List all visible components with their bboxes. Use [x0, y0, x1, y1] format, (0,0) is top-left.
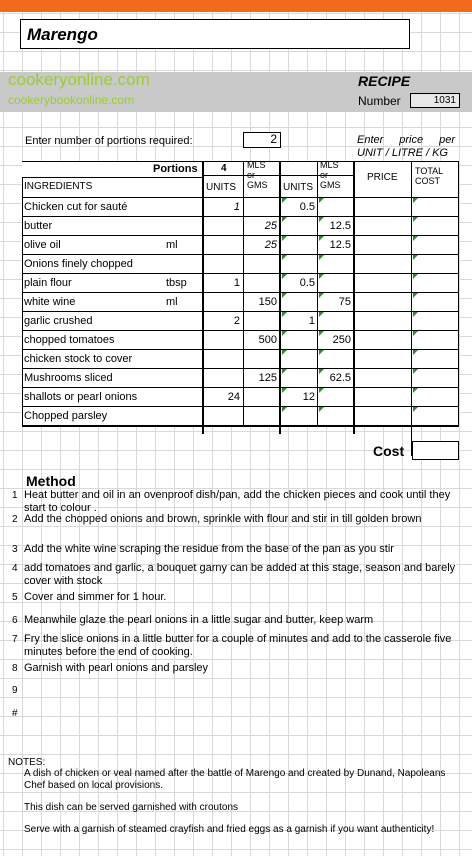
ingredient-name[interactable]: butter: [24, 220, 53, 232]
row-divider: [22, 330, 459, 331]
brand-primary[interactable]: cookeryonline.com: [8, 70, 150, 89]
units-scaled-value: 12: [302, 391, 315, 403]
top-accent-bar: [0, 0, 472, 12]
col-divider: [22, 177, 23, 426]
step-number: #: [12, 708, 18, 719]
units-scaled-marker: [282, 217, 287, 222]
total-cost-marker: [413, 312, 418, 317]
row-divider: [22, 254, 459, 255]
recipe-label: RECIPE: [358, 73, 411, 89]
price-header: PRICE: [367, 172, 398, 183]
total-cost-marker: [413, 198, 418, 203]
step-text[interactable]: add tomatoes and garlic, a bouquet garny can be added at this stage, season and barely cover with stock: [24, 562, 456, 587]
col-divider: [353, 161, 355, 434]
ingredient-name[interactable]: Onions finely chopped: [24, 258, 133, 270]
mls-scaled-marker: [319, 293, 324, 298]
total-cost-cell[interactable]: [412, 441, 459, 460]
portions-input[interactable]: 2: [243, 132, 281, 148]
total-cost-marker: [413, 236, 418, 241]
row-divider: [22, 292, 459, 293]
total-cost-header: [415, 166, 443, 186]
method-title: Method: [26, 473, 76, 489]
ingredient-name[interactable]: shallots or pearl onions: [24, 391, 138, 403]
ingredient-name[interactable]: chicken stock to cover: [24, 353, 133, 365]
mls-scaled-marker: [319, 198, 324, 203]
total-cost-marker: [413, 293, 418, 298]
step-text[interactable]: Garnish with pearl onions and parsley: [24, 662, 209, 674]
ingredient-name[interactable]: white wine: [24, 296, 76, 308]
recipe-number-cell[interactable]: 1031: [410, 93, 460, 108]
step-text[interactable]: Add the chopped onions and brown, sprinkle with flour and stir in till golden brown: [24, 513, 422, 525]
mls-scaled-marker: [319, 350, 324, 355]
mls-gms-header-base: [247, 160, 268, 190]
step-text[interactable]: Fry the slice onions in a little butter for a couple of minutes and add to the casserole five minutes before the end of cooking.: [24, 633, 452, 658]
notes-label: NOTES:: [8, 757, 46, 768]
ingredient-name[interactable]: plain flour: [24, 277, 72, 289]
mls-label: MLS: [247, 160, 266, 170]
step-number: 1: [12, 490, 18, 501]
step-text[interactable]: Add the white wine scraping the residue from the base of the pan as you stir: [24, 543, 394, 555]
units-scaled-marker: [282, 388, 287, 393]
recipe-title: Marengo: [27, 25, 98, 44]
step-number: 6: [12, 615, 18, 626]
price-note: Enter price per UNIT / LITRE / KG: [357, 134, 455, 159]
step-text[interactable]: Meanwhile glaze the pearl onions in a little sugar and butter, keep warm: [24, 614, 374, 626]
row-divider: [22, 425, 459, 426]
mls-scaled-value: 12.5: [329, 239, 351, 251]
mls-scaled-marker: [319, 274, 324, 279]
cost-label-header: COST: [415, 176, 441, 186]
units-scaled-marker: [282, 274, 287, 279]
mls-scaled-value: 75: [338, 296, 351, 308]
ingredient-name[interactable]: Chopped parsley: [24, 410, 108, 422]
cost-label: Cost: [373, 443, 405, 459]
row-divider: [22, 387, 459, 388]
portions-header: Portions: [153, 163, 198, 175]
step-number: 2: [12, 514, 18, 525]
ingredient-unit[interactable]: ml: [166, 296, 178, 308]
header-divider: [203, 175, 280, 176]
total-cost-marker: [413, 407, 418, 412]
step-number: 8: [12, 663, 18, 674]
units-base-value[interactable]: 24: [227, 391, 240, 403]
units-scaled-marker: [282, 198, 287, 203]
ingredient-unit[interactable]: ml: [166, 239, 178, 251]
header-divider: [22, 177, 203, 178]
row-divider: [22, 235, 459, 236]
mls-scaled-value: 250: [332, 334, 351, 346]
mls-scaled-marker: [319, 331, 324, 336]
ingredient-name[interactable]: olive oil: [24, 239, 61, 251]
units-scaled-value: 0.5: [299, 277, 315, 289]
number-label: Number: [358, 94, 401, 108]
mls-scaled-marker: [319, 217, 324, 222]
row-divider: [22, 273, 459, 274]
brand-secondary[interactable]: cookerybookonline.com: [8, 93, 135, 107]
mls-label: MLS: [320, 160, 339, 170]
col-divider: [243, 161, 244, 426]
units-base-value[interactable]: 2: [233, 315, 240, 327]
units-scaled-marker: [282, 255, 287, 260]
step-number: 3: [12, 544, 18, 555]
row-divider: [22, 311, 459, 312]
units-scaled-marker: [282, 369, 287, 374]
step-number: 9: [12, 685, 18, 696]
row-divider: [22, 368, 459, 369]
total-cost-marker: [413, 369, 418, 374]
mls-base-value[interactable]: 150: [258, 296, 277, 308]
mls-base-value[interactable]: 500: [258, 334, 277, 346]
col-divider: [411, 161, 412, 456]
units-scaled-marker: [282, 312, 287, 317]
units-base-value[interactable]: 1: [233, 277, 240, 289]
row-divider: [22, 216, 459, 217]
mls-scaled-value: 12.5: [329, 220, 351, 232]
mls-gms-header-scaled: [320, 160, 341, 190]
note-item[interactable]: This dish can be served garnished with croutons: [24, 802, 239, 813]
total-cost-marker: [413, 350, 418, 355]
units-header-scaled: UNITS: [283, 182, 313, 193]
ingredient-name[interactable]: Chicken cut for sauté: [24, 201, 128, 213]
step-text[interactable]: Heat butter and oil in an ovenproof dish/pan, add the chicken pieces and cook until they start to colour .: [24, 489, 451, 514]
ingredient-name[interactable]: garlic crushed: [24, 315, 93, 327]
total-cost-marker: [413, 255, 418, 260]
ingredient-unit[interactable]: tbsp: [166, 277, 187, 289]
mls-scaled-marker: [319, 369, 324, 374]
mls-scaled-value: 62.5: [329, 372, 351, 384]
row-divider: [22, 349, 459, 350]
mls-scaled-marker: [319, 255, 324, 260]
units-scaled-value: 1: [308, 315, 315, 327]
header-bottom-rule: [22, 197, 459, 198]
mls-scaled-marker: [319, 407, 324, 412]
step-text[interactable]: Cover and simmer for 1 hour.: [24, 591, 167, 603]
mls-scaled-marker: [319, 312, 324, 317]
step-number: 4: [12, 563, 18, 574]
step-number: 7: [12, 634, 18, 645]
units-scaled-marker: [282, 407, 287, 412]
total-label: TOTAL: [415, 166, 444, 176]
portions-prompt: Enter number of portions required:: [25, 135, 193, 147]
or-label: or: [247, 170, 256, 180]
base-portions-value: 4: [221, 163, 227, 174]
ingredient-name[interactable]: Mushrooms sliced: [24, 372, 113, 384]
units-scaled-marker: [282, 350, 287, 355]
mls-base-value[interactable]: 125: [258, 372, 277, 384]
col-divider: [317, 161, 318, 426]
gms-label: GMS: [247, 180, 268, 190]
mls-scaled-marker: [319, 388, 324, 393]
mls-base-value[interactable]: 25: [264, 239, 277, 251]
units-header-base: UNITS: [206, 182, 236, 193]
units-scaled-marker: [282, 331, 287, 336]
units-scaled-marker: [282, 236, 287, 241]
total-cost-marker: [413, 217, 418, 222]
ingredient-name[interactable]: chopped tomatoes: [24, 334, 115, 346]
or-label: or: [320, 170, 329, 180]
total-cost-marker: [413, 331, 418, 336]
step-number: 5: [12, 592, 18, 603]
row-divider: [22, 406, 459, 407]
units-base-value[interactable]: 1: [233, 201, 240, 213]
note-item[interactable]: A dish of chicken or veal named after the battle of Marengo and created by Dunand, Napoleans Chef based on local provisions.: [24, 768, 446, 791]
mls-scaled-marker: [319, 236, 324, 241]
mls-base-value[interactable]: 25: [264, 220, 277, 232]
gms-label: GMS: [320, 180, 341, 190]
ingredients-header: INGREDIENTS: [24, 181, 93, 192]
units-scaled-value: 0.5: [299, 201, 315, 213]
total-cost-marker: [413, 388, 418, 393]
note-item[interactable]: Serve with a garnish of steamed crayfish and fried eggs as a garnish if you want authenticity!: [24, 824, 435, 835]
units-scaled-marker: [282, 293, 287, 298]
total-cost-marker: [413, 274, 418, 279]
